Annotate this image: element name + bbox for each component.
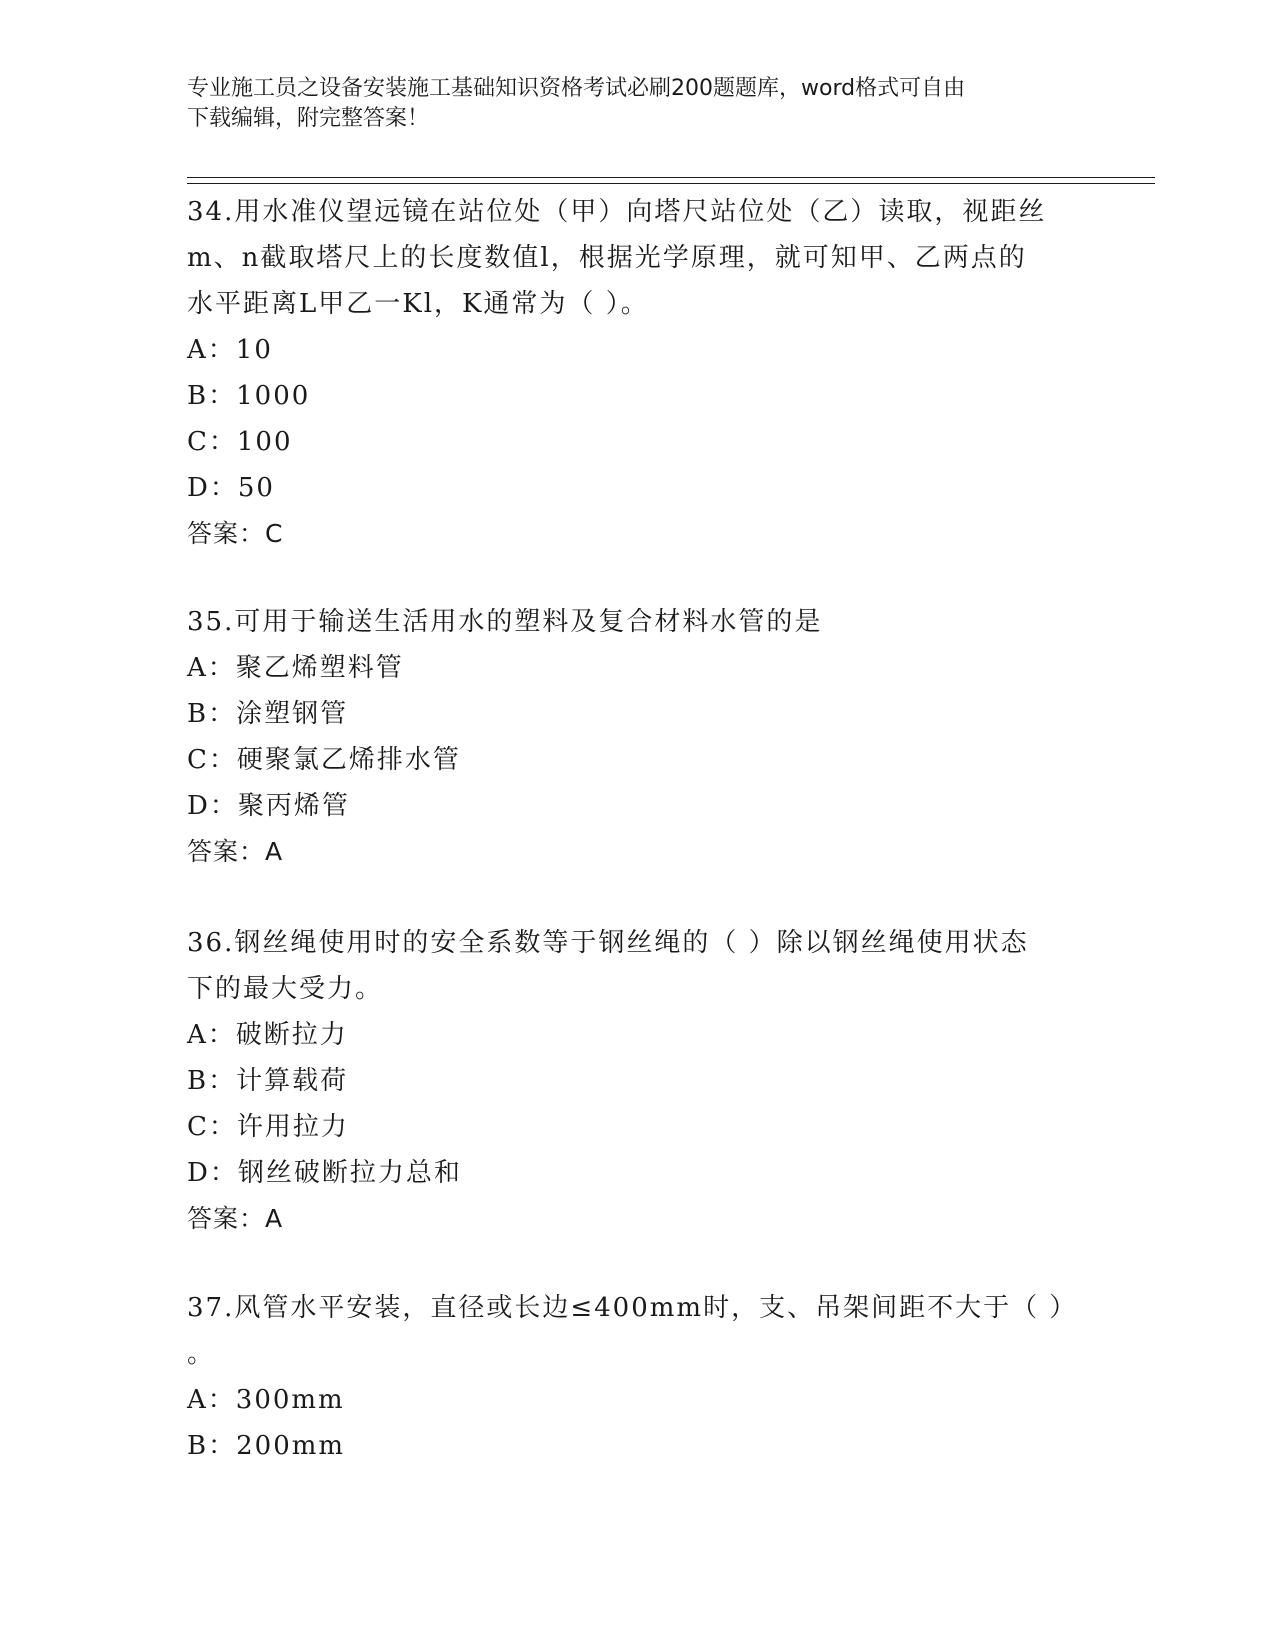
option-a: A：聚乙烯塑料管 (187, 653, 404, 683)
answer: 答案：C (187, 519, 284, 548)
option-a: A：破断拉力 (187, 1020, 348, 1050)
answer: 答案：A (187, 1204, 284, 1233)
question-stem-line: m、n截取塔尺上的长度数值l，根据光学原理，就可知甲、乙两点的 (187, 243, 1027, 273)
question-stem-line: 37.风管水平安装，直径或长边≤400mm时，支、吊架间距不大于（ ） (187, 1293, 1078, 1323)
option-b: B：200mm (187, 1431, 346, 1461)
header-divider-top (187, 177, 1155, 178)
question-stem-line: 34.用水准仪望远镜在站位处（甲）向塔尺站位处（乙）读取，视距丝 (187, 197, 1047, 227)
header-line-2: 下载编辑，附完整答案！ (187, 106, 430, 131)
option-d: D：聚丙烯管 (187, 791, 350, 821)
header-line-1: 专业施工员之设备安装施工基础知识资格考试必刷200题题库，word格式可自由 (187, 76, 966, 101)
question-stem-line: 水平距离L甲乙一Kl，K通常为（ ）。 (187, 289, 649, 319)
option-d: D：钢丝破断拉力总和 (187, 1158, 462, 1188)
option-c: C：许用拉力 (187, 1112, 349, 1142)
option-b: B：涂塑钢管 (187, 699, 349, 729)
question-stem-line: 36.钢丝绳使用时的安全系数等于钢丝绳的（ ）除以钢丝绳使用状态 (187, 928, 1029, 958)
header-divider-bottom (187, 183, 1155, 184)
question-36 (187, 920, 1087, 1242)
option-c: C：硬聚氯乙烯排水管 (187, 745, 461, 775)
option-a: A：10 (187, 335, 273, 365)
document-header (187, 74, 1067, 134)
question-34 (187, 189, 1087, 557)
question-stem-line: 35.可用于输送生活用水的塑料及复合材料水管的是 (187, 607, 823, 637)
option-b: B：计算载荷 (187, 1066, 349, 1096)
question-37 (187, 1285, 1087, 1469)
option-a: A：300mm (187, 1385, 345, 1415)
question-stem-line: 下的最大受力。 (187, 974, 384, 1004)
answer: 答案：A (187, 837, 284, 866)
option-b: B：1000 (187, 381, 311, 411)
option-d: D：50 (187, 473, 275, 503)
question-35 (187, 599, 1087, 875)
question-stem-line: 。 (187, 1339, 216, 1369)
option-c: C：100 (187, 427, 293, 457)
